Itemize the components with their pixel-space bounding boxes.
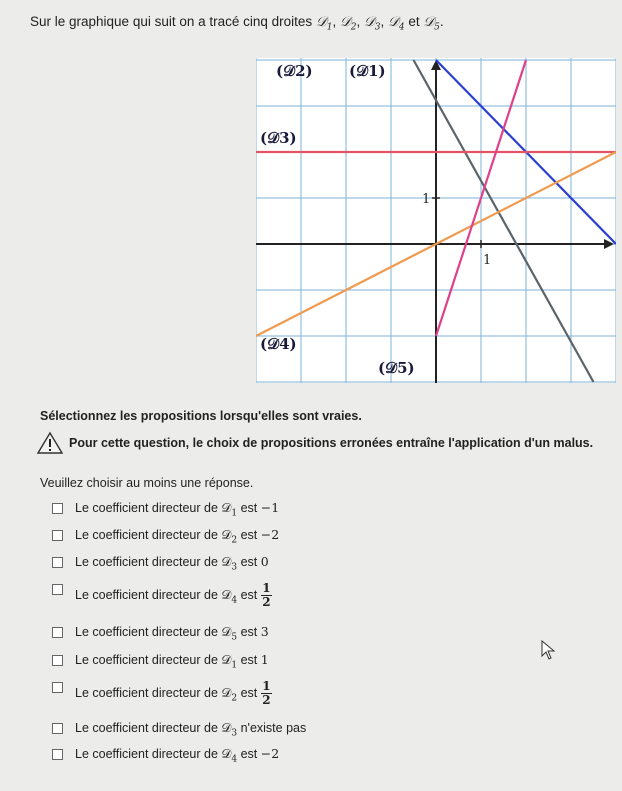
x-tick-label: 1 [483,253,492,268]
mouse-cursor-icon [540,640,556,660]
option-line-name: 𝒟$_5$ [221,624,238,643]
option-4[interactable] [52,582,272,609]
option-prefix: Le coefficient directeur de [75,528,218,542]
option-value: −2 [260,746,280,761]
option-value: 3 [260,624,269,639]
option-prefix: Le coefficient directeur de [75,685,218,700]
option-checkbox[interactable] [52,723,63,734]
option-prefix: Le coefficient directeur de [75,587,218,602]
series-label-d4: (𝒟4) [260,335,297,353]
warning-icon [37,431,63,455]
option-line-name: 𝒟$_3$ [221,720,238,739]
option-fraction [261,680,271,707]
y-tick-label: 1 [422,192,431,207]
option-line-name: 𝒟$_1$ [221,652,238,671]
series-label-d2: (𝒟2) [276,62,313,80]
option-value: 1 [260,652,269,667]
option-checkbox[interactable] [52,530,63,541]
warning-box [35,428,595,458]
option-value: 0 [260,554,269,569]
series-label-d1: (𝒟1) [349,62,386,80]
option-8[interactable] [52,720,306,739]
fraction-numerator: 1 [262,679,271,693]
option-line-name: 𝒟$_3$ [221,554,238,573]
option-verb: est [240,528,258,542]
option-checkbox[interactable] [52,503,63,514]
option-checkbox[interactable] [52,584,63,595]
intro-and: et [408,14,420,29]
option-value: −1 [260,500,280,515]
option-line-name: 𝒟$_4$ [221,746,238,765]
option-6[interactable] [52,652,269,671]
option-prefix: Le coefficient directeur de [75,721,218,735]
option-7[interactable] [52,680,272,707]
line-name-d5: 𝒟$_5$ [423,14,440,33]
option-verb: est [240,685,258,700]
option-verb: est [240,555,258,569]
option-verb: est [240,747,258,761]
line-name-d3: 𝒟$_3$ [364,14,381,33]
option-2[interactable] [52,527,279,546]
line-name-d1: 𝒟$_1$ [315,14,333,33]
option-fraction [261,582,271,609]
option-checkbox[interactable] [52,627,63,638]
option-prefix: Le coefficient directeur de [75,501,218,515]
series-label-d5: (𝒟5) [378,359,415,377]
option-5[interactable] [52,624,269,643]
option-3[interactable] [52,554,269,573]
option-prefix: Le coefficient directeur de [75,555,218,569]
option-1[interactable] [52,500,279,519]
fraction-numerator: 1 [262,581,271,595]
option-prefix: Le coefficient directeur de [75,747,218,761]
option-line-name: 𝒟$_2$ [221,684,238,704]
fraction-denominator: 2 [262,693,271,707]
warning-text: Pour cette question, le choix de propositions erronées entraîne l'application d'un malus. [69,436,594,450]
option-verb: n'existe pas [240,721,307,735]
option-line-name: 𝒟$_2$ [221,527,238,546]
choose-prompt: Veuillez choisir au moins une réponse. [40,476,254,490]
intro-text: Sur le graphique qui suit on a tracé cinq droites [30,14,313,29]
instructions-heading: Sélectionnez les propositions lorsqu'elles sont vraies. [40,409,362,423]
option-checkbox[interactable] [52,749,63,760]
option-verb: est [240,587,258,602]
option-verb: est [240,653,258,667]
option-prefix: Le coefficient directeur de [75,653,218,667]
line-name-d2: 𝒟$_2$ [339,14,357,33]
question-intro: Sur le graphique qui suit on a tracé cinq droites 𝒟$_1$, 𝒟$_2$, 𝒟$_3$, 𝒟$_4$ et 𝒟$_5$. [30,14,444,33]
option-verb: est [240,625,258,639]
option-line-name: 𝒟$_1$ [221,500,238,519]
series-label-d3: (𝒟3) [260,129,297,147]
option-checkbox[interactable] [52,655,63,666]
option-value: −2 [260,527,280,542]
option-checkbox[interactable] [52,557,63,568]
option-prefix: Le coefficient directeur de [75,625,218,639]
option-verb: est [240,501,258,515]
option-9[interactable] [52,746,279,765]
lines-chart [256,58,616,383]
line-name-d4: 𝒟$_4$ [388,14,405,33]
option-line-name: 𝒟$_4$ [221,586,238,606]
option-checkbox[interactable] [52,682,63,693]
fraction-denominator: 2 [262,595,271,609]
